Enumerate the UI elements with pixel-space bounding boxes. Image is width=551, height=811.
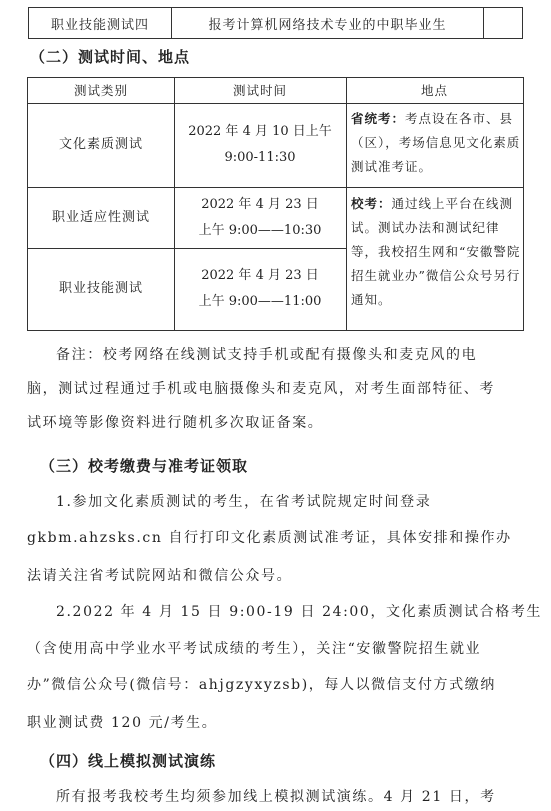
table-header-location: 地点 <box>420 82 448 98</box>
table-header-time: 测试时间 <box>232 82 287 98</box>
section4-heading: （四）线上模拟测试演练 <box>40 752 217 770</box>
section2-heading: （二）测试时间、地点 <box>30 48 191 66</box>
paragraph-line: gkbm.ahzsks.cn 自行打印文化素质测试准考证，具体安排和操作办 <box>27 530 512 546</box>
table-divider <box>346 78 347 330</box>
row2-category: 职业适应性测试 <box>51 209 150 225</box>
row1-location <box>351 107 521 179</box>
location2-text: 通过线上平台在线测试。测试办法和测试纪律等，我校招生网和“安徽警院招生就业办”微信公众号另行通知。 <box>351 196 521 307</box>
paragraph-line: 职业测试费 120 元/考生。 <box>27 715 218 731</box>
row1-category: 文化素质测试 <box>58 137 143 152</box>
row3-category: 职业技能测试 <box>58 281 143 296</box>
paragraph-line: 2.2022 年 4 月 15 日 9:00-19 日 24:00，文化素质测试合格考生 <box>56 604 543 620</box>
section3-heading: （三）校考缴费与准考证领取 <box>40 457 249 475</box>
row2-time <box>174 187 346 248</box>
row2-location <box>351 192 521 312</box>
row2-time-hours: 上午 9:00——10:30 <box>198 222 322 238</box>
table-header-category: 测试类别 <box>73 82 128 98</box>
top-table-cell-description: 报考计算机网络技术专业的中职毕业生 <box>172 8 484 38</box>
row1-time <box>174 103 346 187</box>
row2-time-date: 2022 年 4 月 23 日 <box>201 196 319 212</box>
paragraph-line: 办”微信公众号(微信号：ahjgzyxyzsb)，每人以微信支付方式缴纳 <box>27 677 496 693</box>
row3-time <box>174 248 346 330</box>
location2-label: 校考： <box>351 196 392 211</box>
schedule-table <box>27 77 524 331</box>
paragraph-line: 法请关注省考试院网站和微信公众号。 <box>27 568 293 584</box>
note-line: 脑，测试过程通过手机或电脑摄像头和麦克风，对考生面部特征、考 <box>27 381 495 397</box>
top-table-row <box>28 7 523 39</box>
location1-text: 考点设在各市、县（区），考场信息见文化素质测试准考证。 <box>351 111 521 174</box>
note-line: 备注：校考网络在线测试支持手机或配有摄像头和麦克风的电 <box>56 347 478 363</box>
paragraph-line: 1.参加文化素质测试的考生，在省考试院规定时间登录 <box>56 494 432 510</box>
paragraph-line: 所有报考我校考生均须参加线上模拟测试演练。4 月 21 日，考 <box>56 789 496 805</box>
paragraph-line: （含使用高中学业水平考试成绩的考生），关注“安徽警院招生就业 <box>27 641 482 657</box>
top-table-cell-empty <box>484 8 522 38</box>
row1-time-hours: 9:00-11:30 <box>224 150 296 165</box>
row3-time-date: 2022 年 4 月 23 日 <box>201 268 319 283</box>
top-table-cell-category: 职业技能测试四 <box>29 8 172 38</box>
row3-time-hours: 上午 9:00——11:00 <box>198 294 322 309</box>
location1-label: 省统考： <box>351 111 406 126</box>
note-line: 试环境等影像资料进行随机多次取证备案。 <box>27 415 324 431</box>
table-divider <box>346 187 523 188</box>
row1-time-date: 2022 年 4 月 10 日上午 <box>188 124 332 139</box>
